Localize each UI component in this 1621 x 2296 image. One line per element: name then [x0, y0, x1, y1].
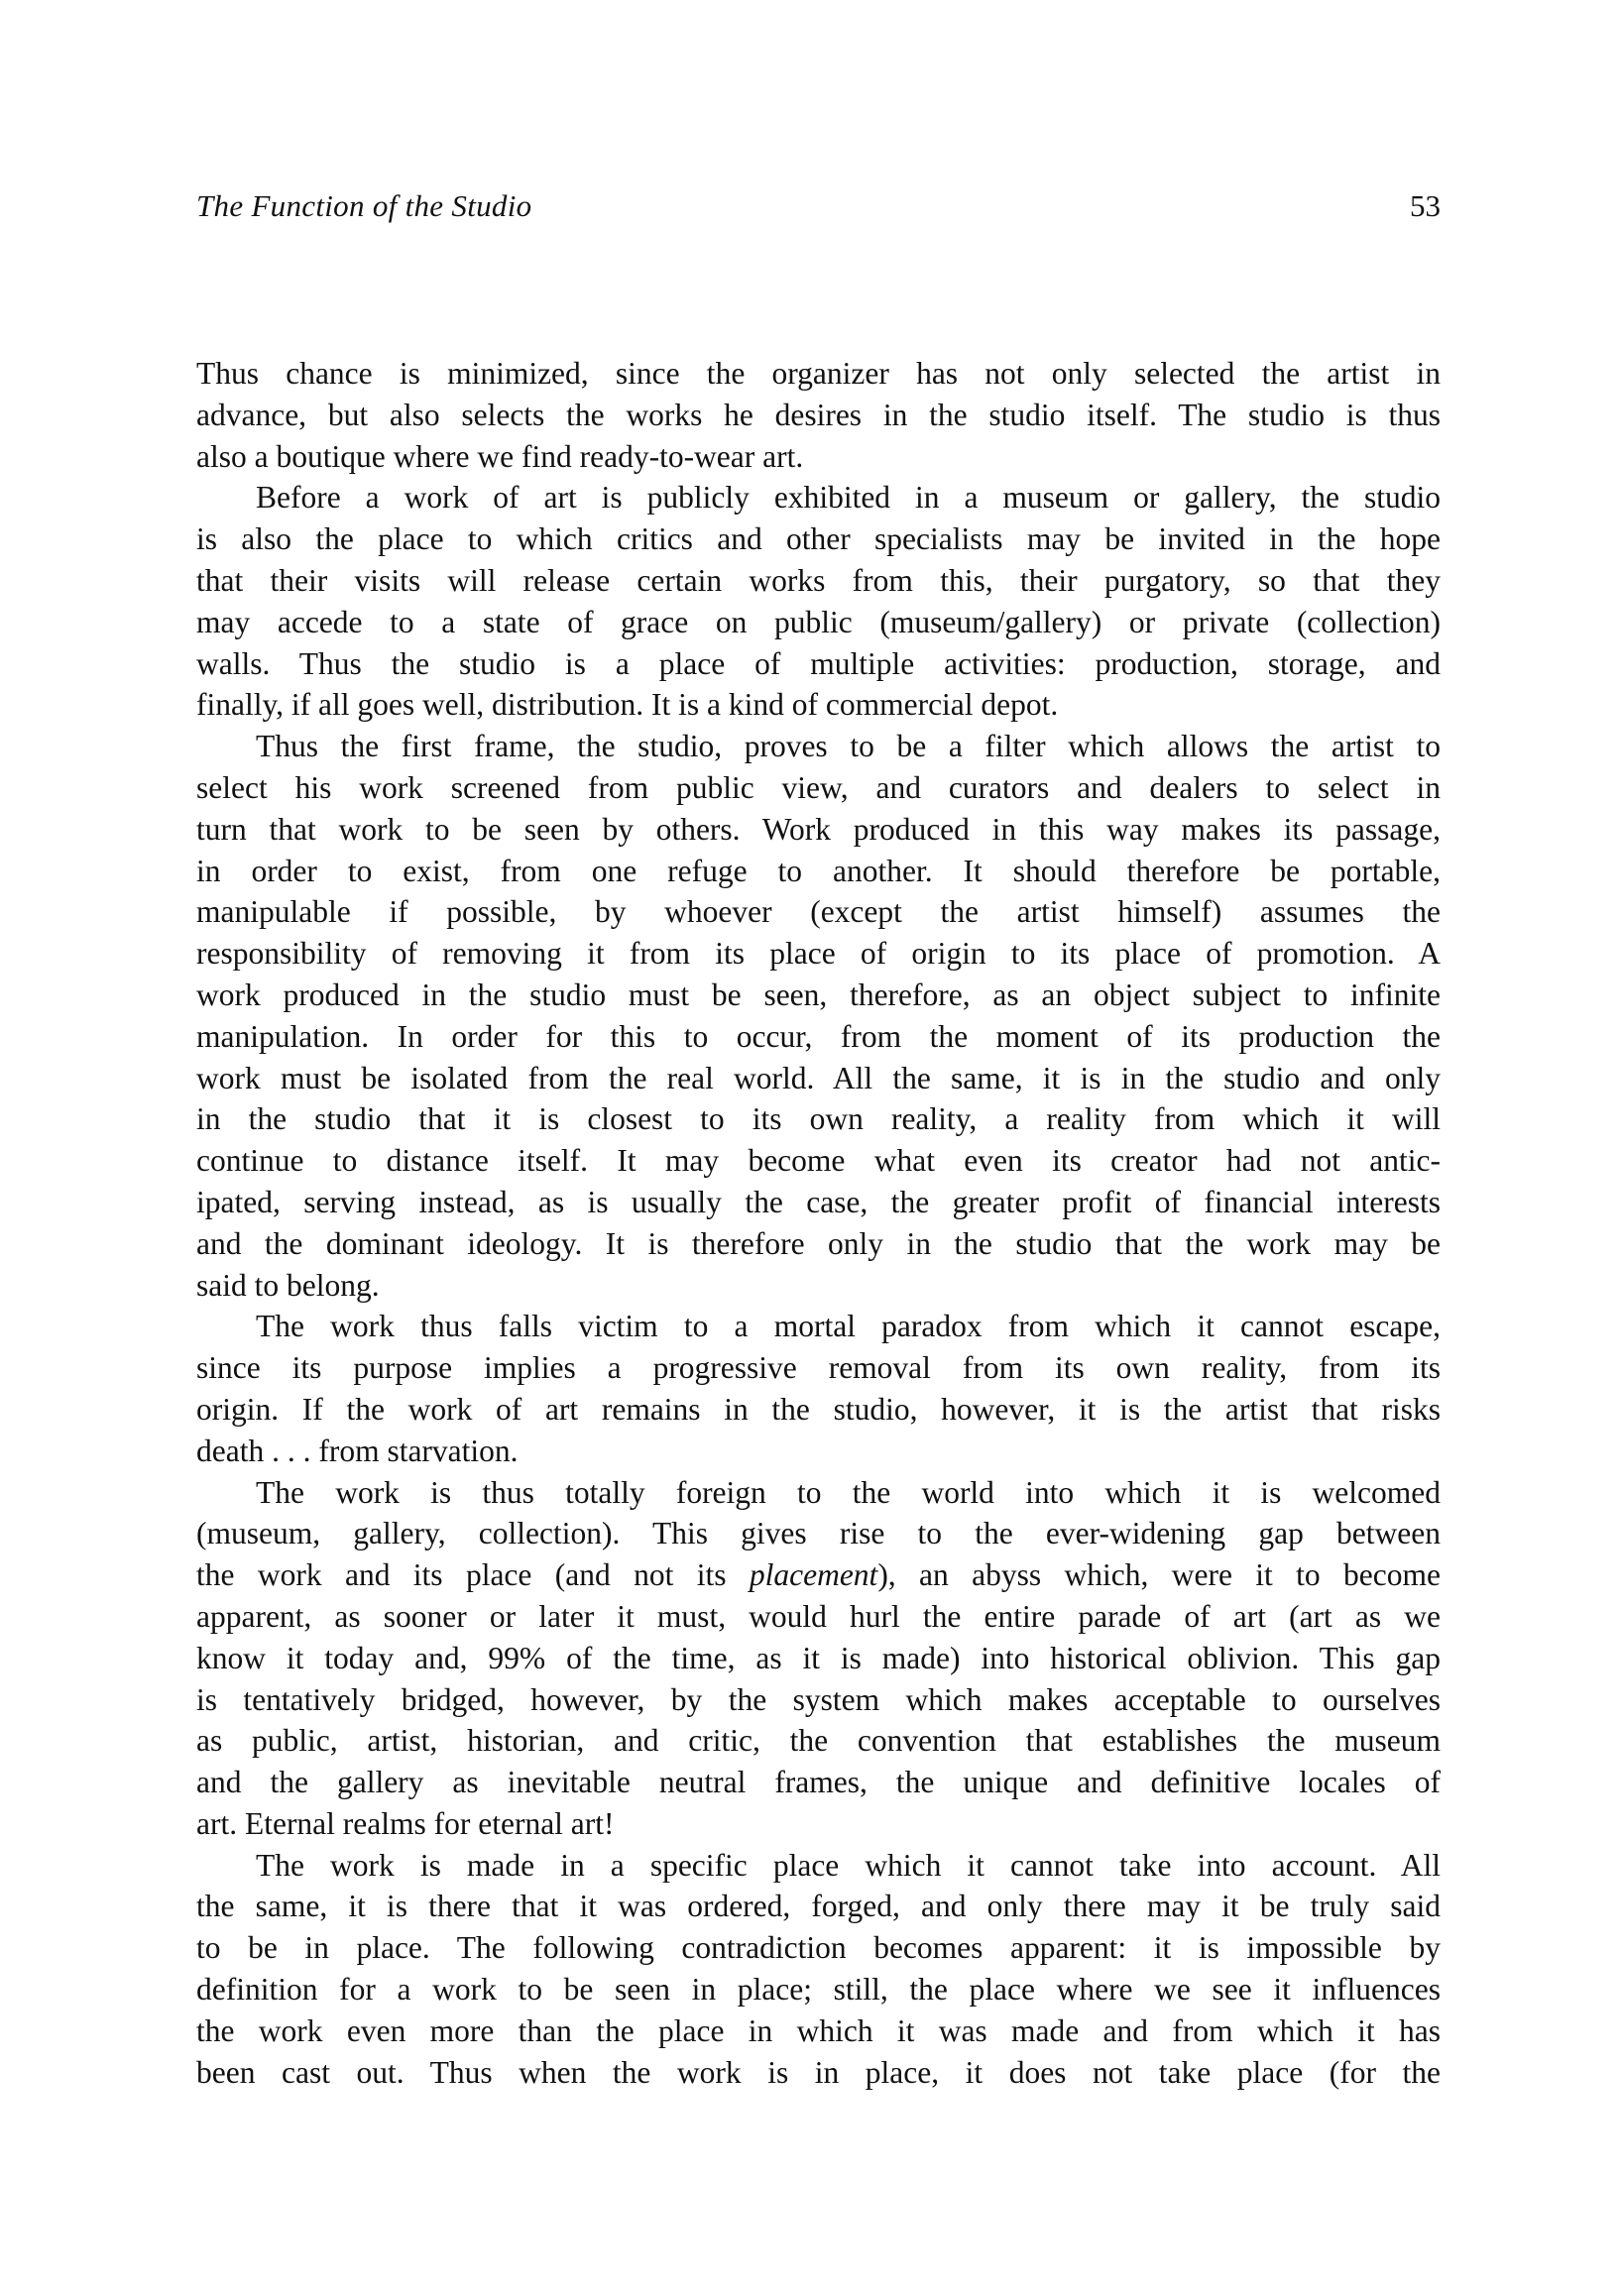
text-line: also a boutique where we find ready-to-wear art. — [196, 438, 804, 474]
text-line: The work is made in a specific place which it cannot take into account. All — [256, 1847, 1441, 1883]
paragraph — [196, 353, 1441, 477]
text-line: is tentatively bridged, however, by the system which makes acceptable to ourselves — [196, 1681, 1441, 1717]
text-line: art. Eternal realms for eternal art! — [196, 1805, 615, 1841]
text-line: to be in place. The following contradiction becomes apparent: it is impossible by — [196, 1930, 1441, 1966]
text-line: and the dominant ideology. It is therefore only in the studio that the work may be — [196, 1225, 1441, 1261]
text-line: in order to exist, from one refuge to another. It should therefore be portable, — [196, 853, 1441, 888]
text-line: Before a work of art is publicly exhibited in a museum or gallery, the studio — [256, 480, 1441, 516]
italic-term: placement — [749, 1557, 878, 1593]
text-line: The work is thus totally foreign to the world into which it is welcomed — [256, 1474, 1441, 1510]
text-line: select his work screened from public view, and curators and dealers to select in — [196, 769, 1441, 805]
text-line: in the studio that it is closest to its own reality, a reality from which it will — [196, 1101, 1441, 1137]
chapter-title: The Function of the Studio — [196, 188, 532, 223]
text-line: Thus chance is minimized, since the organizer has not only selected the artist in — [196, 356, 1441, 391]
text-line: as public, artist, historian, and critic, the convention that establishes the museum — [196, 1723, 1441, 1759]
paragraph — [196, 477, 1441, 726]
text-line: work must be isolated from the real world. All the same, it is in the studio and only — [196, 1060, 1441, 1095]
text-line: origin. If the work of art remains in the studio, however, it is the artist that risks — [196, 1391, 1441, 1427]
text-line: is also the place to which critics and other specialists may be invited in the hope — [196, 521, 1441, 557]
paragraph — [196, 1306, 1441, 1471]
text-line: since its purpose implies a progressive removal from its own reality, from its — [196, 1350, 1441, 1386]
text-line: responsibility of removing it from its place of origin to its place of promotion. A — [196, 936, 1441, 972]
text-line: apparent, as sooner or later it must, would hurl the entire parade of art (art as we — [196, 1598, 1441, 1634]
page-number: 53 — [1410, 188, 1441, 223]
text-line: that their visits will release certain works from this, their purgatory, so that they — [196, 562, 1441, 598]
text-line: (museum, gallery, collection). This gives rise to the ever-widening gap between — [196, 1516, 1441, 1551]
text-line: the same, it is there that it was ordered, forged, and only there may it be truly said — [196, 1889, 1441, 1924]
paragraph — [196, 726, 1441, 1306]
text-line: walls. Thus the studio is a place of multiple activities: production, storage, and — [196, 645, 1441, 681]
running-head — [196, 188, 1441, 232]
text-line: been cast out. Thus when the work is in place, it does not take place (for the — [196, 2054, 1441, 2090]
text-line: may accede to a state of grace on public (museum/gallery) or private (collection) — [196, 604, 1441, 639]
text-line: turn that work to be seen by others. Work produced in this way makes its passage, — [196, 811, 1441, 847]
text-line: The work thus falls victim to a mortal paradox from which it cannot escape, — [256, 1309, 1441, 1344]
text-line: and the gallery as inevitable neutral frames, the unique and definitive locales of — [196, 1765, 1441, 1800]
body-text — [196, 353, 1441, 2093]
paragraph — [196, 1845, 1441, 2094]
text-line: Thus the first frame, the studio, proves to be a filter which allows the artist to — [256, 729, 1441, 764]
text-line: death . . . from starvation. — [196, 1433, 519, 1468]
text-line: definition for a work to be seen in place; still, the place where we see it influences — [196, 1972, 1441, 2008]
text-line: ipated, serving instead, as is usually the case, the greater profit of financial interests — [196, 1184, 1441, 1219]
text-line: work produced in the studio must be seen, therefore, as an object subject to infinite — [196, 976, 1441, 1012]
text-line: manipulation. In order for this to occur, from the moment of its production the — [196, 1018, 1441, 1054]
text-line: the work even more than the place in which it was made and from which it has — [196, 2012, 1441, 2048]
paragraph — [196, 1472, 1441, 1845]
text-line: know it today and, 99% of the time, as it is made) into historical oblivion. This gap — [196, 1640, 1441, 1675]
text-line: said to belong. — [196, 1267, 380, 1303]
text-line: continue to distance itself. It may become what even its creator had not antic- — [196, 1143, 1441, 1179]
text-line: the work and its place (and not its placement), an abyss which, were it to become — [196, 1557, 1441, 1593]
text-line: finally, if all goes well, distribution. It is a kind of commercial depot. — [196, 687, 1059, 723]
text-line: manipulable if possible, by whoever (except the artist himself) assumes the — [196, 894, 1441, 930]
text-line: advance, but also selects the works he desires in the studio itself. The studio is thus — [196, 397, 1441, 432]
